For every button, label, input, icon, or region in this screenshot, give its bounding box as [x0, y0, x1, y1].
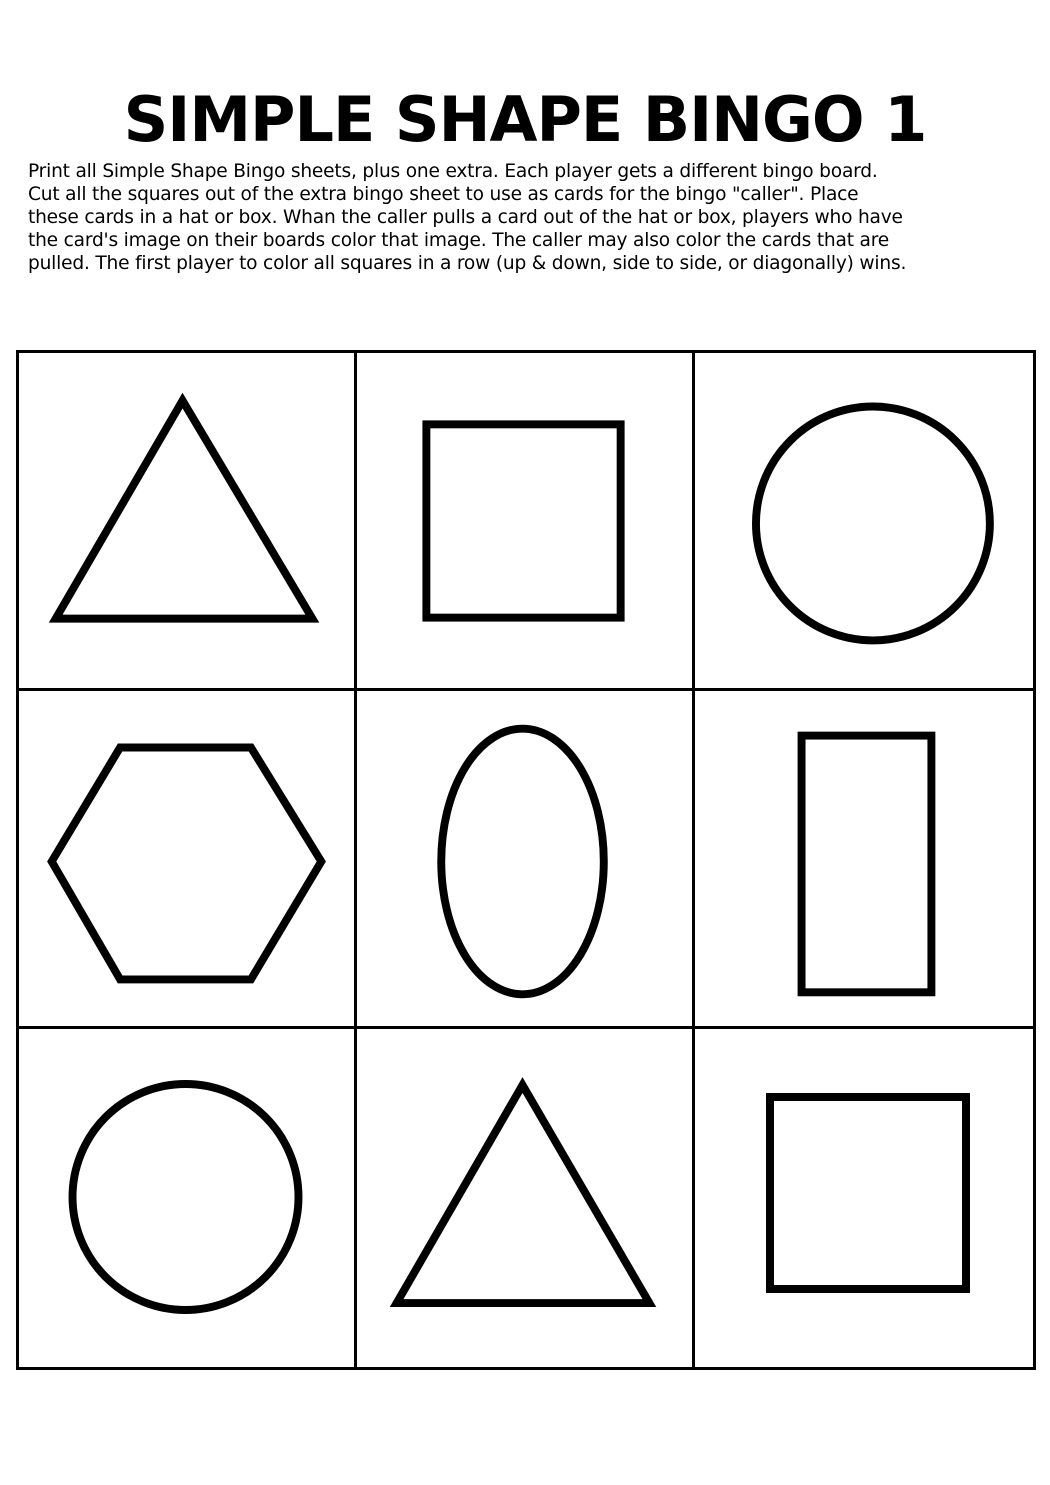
bingo-cell-triangle[interactable]	[19, 353, 357, 691]
page-title: SIMPLE SHAPE BINGO 1	[123, 83, 927, 156]
triangle-icon	[19, 353, 354, 688]
instructions-line: these cards in a hat or box. Whan the caller pulls a card out of the hat or box, players who have	[28, 207, 903, 228]
square-icon	[695, 1029, 1033, 1367]
circle-icon	[695, 353, 1033, 688]
bingo-cell-triangle[interactable]	[357, 1029, 695, 1367]
bingo-cell-hexagon[interactable]	[19, 691, 357, 1029]
instructions-line: the card's image on their boards color that image. The caller may also color the cards that are	[28, 230, 889, 251]
bingo-board	[16, 350, 1036, 1370]
triangle-icon	[357, 1029, 692, 1367]
bingo-cell-circle[interactable]	[695, 353, 1033, 691]
rectangle-icon	[695, 691, 1033, 1026]
instructions-line: Print all Simple Shape Bingo sheets, plus one extra. Each player gets a different bingo board.	[28, 161, 878, 182]
hexagon-icon	[19, 691, 354, 1026]
square-icon	[357, 353, 692, 688]
bingo-cell-rectangle[interactable]	[695, 691, 1033, 1029]
bingo-cell-circle[interactable]	[19, 1029, 357, 1367]
bingo-cell-oval[interactable]	[357, 691, 695, 1029]
instructions-line: Cut all the squares out of the extra bingo sheet to use as cards for the bingo "caller". Place	[28, 184, 859, 205]
instructions	[28, 160, 1028, 275]
circle-icon	[19, 1029, 354, 1367]
bingo-cell-square[interactable]	[357, 353, 695, 691]
bingo-cell-square[interactable]	[695, 1029, 1033, 1367]
instructions-line: pulled. The first player to color all squares in a row (up & down, side to side, or diagonally) wins.	[28, 253, 907, 274]
oval-icon	[357, 691, 692, 1026]
